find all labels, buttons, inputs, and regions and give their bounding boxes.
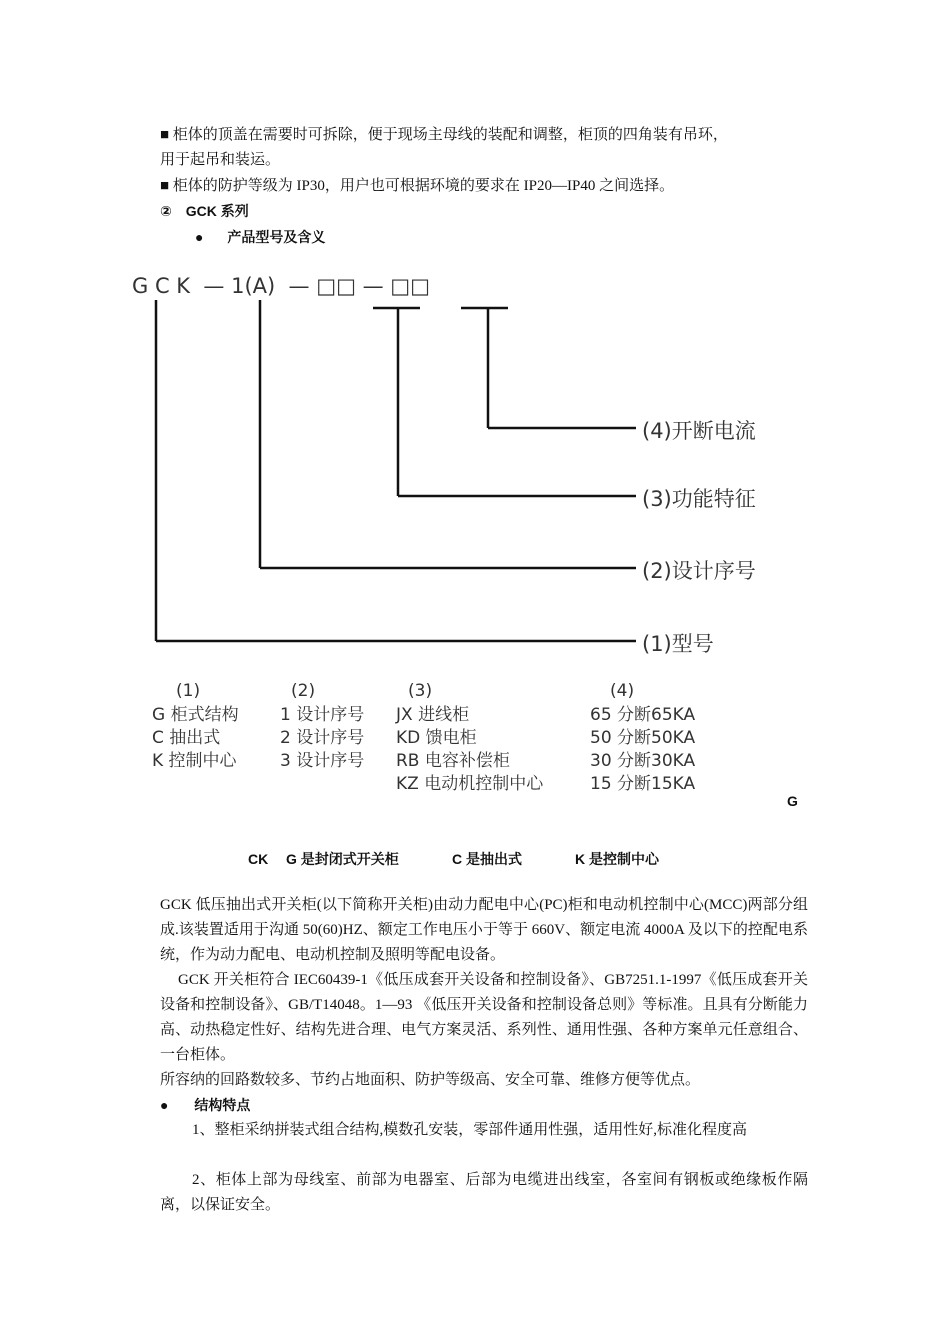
legend-col1-row2: C 抽出式 [152, 728, 221, 748]
legend-col2-row3: 3 设计序号 [280, 751, 365, 771]
bracket-lines [156, 300, 636, 641]
sub-title: 产品型号及含义 [227, 229, 326, 245]
legend-header-4: (4) [610, 681, 635, 701]
legend-col3-row3: RB 电容补偿柜 [396, 751, 510, 771]
model-code-diagram [0, 260, 950, 800]
structure-item-1: 1、整柜采纳拼装式组合结构,模数孔安装，零部件通用性强，适用性好,标准化程度高 [192, 1122, 748, 1138]
legend-col1-row1: G 柜式结构 [152, 705, 239, 725]
legend-col4-row1: 65 分断65KA [590, 705, 696, 725]
section-heading [160, 200, 249, 222]
stray-g-letter: G [787, 793, 798, 809]
body-paragraph-1: GCK 低压抽出式开关柜(以下简称开关柜)由动力配电中心(PC)柜和电动机控制中心(MCC)两部分组成.该装置适用于沟通 50(60)HZ、额定工作电压小于等于 660V、额定电流 4000A 及以下的控配电系统，作为动力配电、电动机控制及照明等配电设备。 [160, 897, 808, 963]
bullet-icon: ● [195, 229, 204, 245]
sub-heading [195, 226, 325, 248]
body-paragraph-2: GCK 开关柜符合 IEC60439-1《低压成套开关设备和控制设备》、GB7251.1-1997《低压成套开关设备和控制设备》、GB/T14048。1—93 《低压开关设备和控制设备总则》等标准。且具有分断能力高、动热稳定性好、结构先进合理、电气方案灵活、系列性、通用性强、各种方案单元任意组合、一台柜体。 [160, 972, 808, 1063]
legend-col2-row2: 2 设计序号 [280, 728, 365, 748]
legend-header-3: (3) [408, 681, 433, 701]
intro-line-1a: ■ 柜体的顶盖在需要时可拆除，便于现场主母线的装配和调整，柜顶的四角装有吊环， [160, 127, 728, 143]
legend-col4-row3: 30 分断30KA [590, 751, 696, 771]
label-design-number: (2)设计序号 [642, 559, 756, 583]
ck-part-3: C 是抽出式 [452, 851, 522, 867]
structure-title: 结构特点 [194, 1097, 251, 1113]
ck-part-4: K 是控制中心 [575, 851, 659, 867]
label-breaking-current: (4)开断电流 [642, 419, 756, 443]
legend-header-1: (1) [176, 681, 201, 701]
circled-two-marker: ② [160, 203, 172, 219]
intro-line-2: ■ 柜体的防护等级为 IP30，用户也可根据环境的要求在 IP20—IP40 之间选择。 [160, 178, 675, 194]
legend-col2-row1: 1 设计序号 [280, 705, 365, 725]
label-model: (1)型号 [642, 632, 714, 656]
legend-col1-row3: K 控制中心 [152, 751, 237, 771]
legend-col3-row1: JX 进线柜 [396, 705, 470, 725]
structure-item-2: 2、柜体上部为母线室、前部为电器室、后部为电缆进出线室，各室间有钢板或绝缘板作隔离，以保证安全。 [160, 1172, 808, 1213]
legend-col4-row2: 50 分断50KA [590, 728, 696, 748]
ck-part-2: G 是封闭式开关柜 [286, 851, 399, 867]
intro-line-1b: 用于起吊和装运。 [160, 152, 281, 168]
section-title: GCK 系列 [185, 203, 249, 219]
legend-col4-row4: 15 分断15KA [590, 774, 696, 794]
ck-part-1: CK [248, 851, 269, 867]
bullet-icon: ● [160, 1097, 169, 1113]
legend-header-2: (2) [291, 681, 316, 701]
label-function: (3)功能特征 [642, 487, 756, 511]
legend-table [152, 681, 696, 794]
body-paragraph-3: 所容纳的回路数较多、节约占地面积、防护等级高、安全可靠、维修方便等优点。 [160, 1072, 701, 1088]
legend-col3-row2: KD 馈电柜 [396, 728, 477, 748]
structure-heading [160, 1094, 250, 1116]
legend-col3-row4: KZ 电动机控制中心 [396, 774, 544, 794]
model-code: G C K — 1(A) — □□ — □□ [132, 274, 430, 298]
